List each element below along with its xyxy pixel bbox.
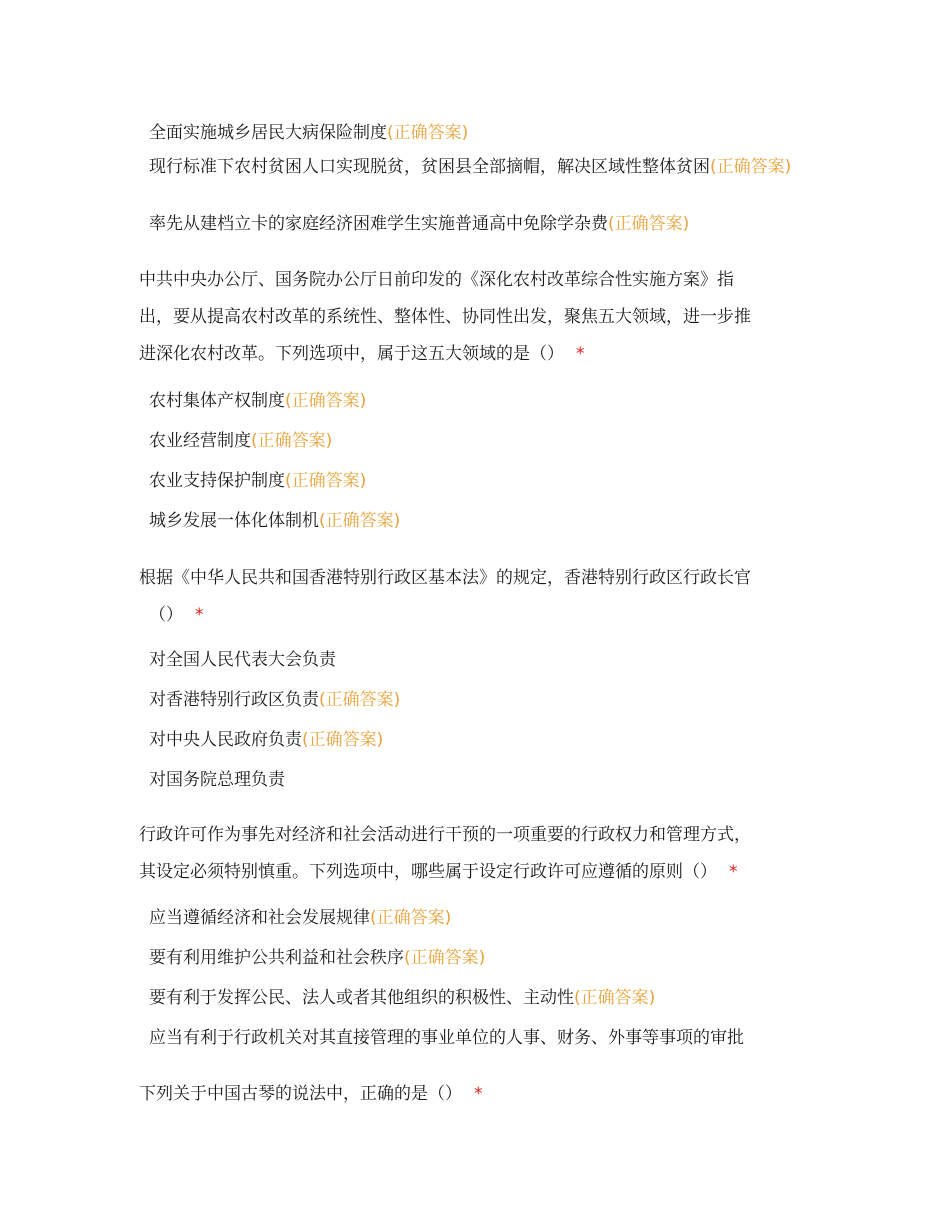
required-mark: * <box>576 344 585 364</box>
correct-answer-tag: (正确答案) <box>285 391 367 411</box>
option-q3-3[interactable]: 要有利于发挥公民、法人或者其他组织的积极性、主动性(正确答案) <box>149 988 656 1008</box>
question-title: 中共中央办公厅、国务院办公厅日前印发的《深化农村改革综合性实施方案》指 出，要从提高农村改革的系统性、整体性、协同性出发，聚焦五大领域，进一步推 进深化农村改革。下列选项中，属于这五大领域的是（） * <box>139 270 751 364</box>
option-q0-3[interactable]: 率先从建档立卡的家庭经济困难学生实施普通高中免除学杂费(正确答案) <box>149 214 690 234</box>
correct-answer-tag: (正确答案) <box>285 471 367 491</box>
question-title: 行政许可作为事先对经济和社会活动进行干预的一项重要的行政权力和管理方式， 其设定必须特别慎重。下列选项中，哪些属于设定行政许可应遵循的原则（） * <box>139 825 751 882</box>
correct-answer-tag: (正确答案) <box>387 123 469 143</box>
option-q1-1[interactable]: 农村集体产权制度(正确答案) <box>149 391 367 411</box>
option-q2-3[interactable]: 对中央人民政府负责(正确答案) <box>149 730 384 750</box>
correct-answer-tag: (正确答案) <box>370 908 452 928</box>
required-mark: * <box>195 605 204 625</box>
correct-answer-tag: (正确答案) <box>251 431 333 451</box>
correct-answer-tag: (正确答案) <box>608 214 690 234</box>
correct-answer-tag: (正确答案) <box>404 948 486 968</box>
option-q2-4[interactable]: 对国务院总理负责 <box>149 770 285 790</box>
question-title: 根据《中华人民共和国香港特别行政区基本法》的规定，香港特别行政区行政长官 （） * <box>139 568 751 625</box>
option-q1-4[interactable]: 城乡发展一体化体制机(正确答案) <box>149 511 401 531</box>
option-q2-2[interactable]: 对香港特别行政区负责(正确答案) <box>149 690 401 710</box>
option-q1-3[interactable]: 农业支持保护制度(正确答案) <box>149 471 367 491</box>
option-q0-2[interactable]: 现行标准下农村贫困人口实现脱贫，贫困县全部摘帽，解决区域性整体贫困(正确答案) <box>149 157 792 177</box>
correct-answer-tag: (正确答案) <box>710 157 792 177</box>
correct-answer-tag: (正确答案) <box>574 988 656 1008</box>
option-q3-2[interactable]: 要有利用维护公共利益和社会秩序(正确答案) <box>149 948 486 968</box>
question-title: 下列关于中国古琴的说法中，正确的是（） * <box>139 1084 483 1104</box>
correct-answer-tag: (正确答案) <box>319 690 401 710</box>
correct-answer-tag: (正确答案) <box>302 730 384 750</box>
option-q3-4[interactable]: 应当有利于行政机关对其直接管理的事业单位的人事、财务、外事等事项的审批 <box>149 1028 744 1048</box>
option-q2-1[interactable]: 对全国人民代表大会负责 <box>149 650 336 670</box>
required-mark: * <box>474 1084 483 1104</box>
option-q1-2[interactable]: 农业经营制度(正确答案) <box>149 431 333 451</box>
option-q0-1[interactable]: 全面实施城乡居民大病保险制度(正确答案) <box>149 123 469 143</box>
correct-answer-tag: (正确答案) <box>319 511 401 531</box>
required-mark: * <box>729 862 738 882</box>
option-q3-1[interactable]: 应当遵循经济和社会发展规律(正确答案) <box>149 908 452 928</box>
